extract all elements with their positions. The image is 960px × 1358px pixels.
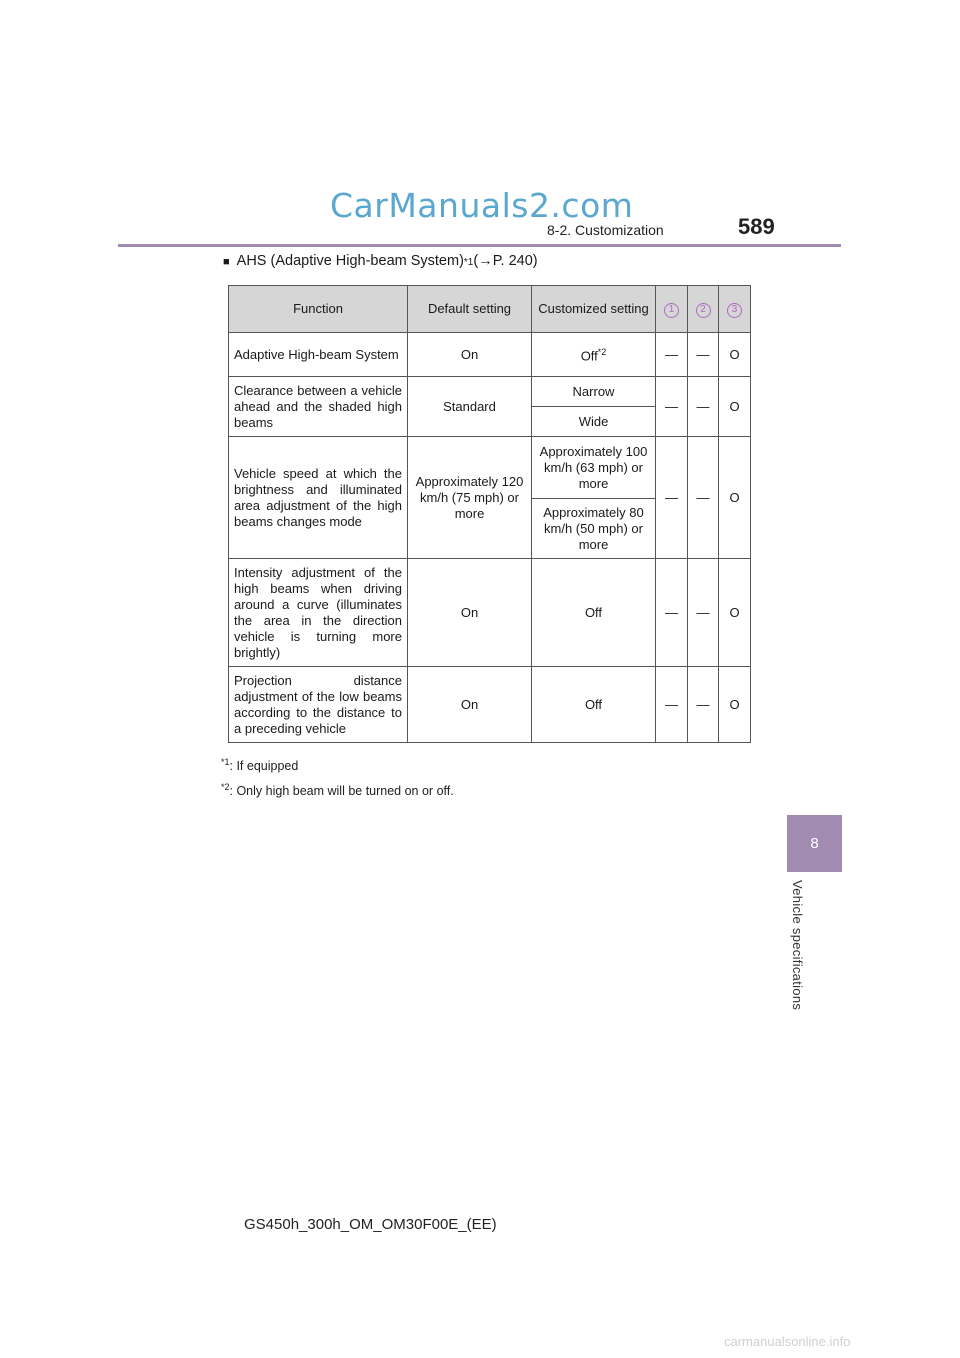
footnote-2 xyxy=(221,782,454,798)
table-row xyxy=(229,377,751,407)
default-cell: On xyxy=(408,559,532,667)
col3-cell: O xyxy=(719,667,751,743)
chapter-tab xyxy=(787,815,842,872)
footnote-1 xyxy=(221,757,298,773)
header-col3 xyxy=(719,286,751,333)
document-code: GS450h_300h_OM_OM30F00E_(EE) xyxy=(244,1216,497,1233)
function-cell: Projection distance adjustment of the low beams according to the distance to a preceding vehicle xyxy=(229,667,408,743)
chapter-label: Vehicle specifications xyxy=(790,880,805,1011)
custom-cell: Approximately 100 km/h (63 mph) or more xyxy=(532,437,656,499)
custom-cell xyxy=(532,333,656,377)
custom-value: Off xyxy=(580,348,598,364)
header-col1 xyxy=(656,286,688,333)
col1-cell: — xyxy=(656,559,688,667)
function-cell: Vehicle speed at which the brightness and illuminated area adjustment of the high beams changes mode xyxy=(229,437,408,559)
section-heading xyxy=(223,253,538,269)
col1-cell: — xyxy=(656,333,688,377)
heading-ref-open: ( xyxy=(473,253,479,269)
table-row xyxy=(229,559,751,667)
carmanuals-watermark: CarManuals2.com xyxy=(330,186,634,225)
site-watermark: carmanualsonline.info xyxy=(724,1334,851,1349)
col3-cell: O xyxy=(719,437,751,559)
col2-cell: — xyxy=(688,559,719,667)
col2-cell: — xyxy=(688,667,719,743)
circle-2-icon: 2 xyxy=(696,303,711,318)
col3-cell: O xyxy=(719,333,751,377)
default-cell: On xyxy=(408,667,532,743)
table-row xyxy=(229,437,751,499)
header-divider xyxy=(118,244,841,247)
col2-cell: — xyxy=(688,377,719,437)
custom-cell: Approximately 80 km/h (50 mph) or more xyxy=(532,499,656,559)
custom-footnote-mark: *2 xyxy=(597,347,607,358)
function-cell: Intensity adjustment of the high beams when driving around a curve (illuminates the area in the direction vehicle is turning more brightly) xyxy=(229,559,408,667)
col1-cell: — xyxy=(656,667,688,743)
circle-3-icon: 3 xyxy=(727,303,742,318)
footnote-text: : Only high beam will be turned on or off. xyxy=(229,784,454,799)
table-header-row xyxy=(229,286,751,333)
col3-cell: O xyxy=(719,377,751,437)
table-row xyxy=(229,667,751,743)
arrow-icon: → xyxy=(478,253,493,269)
header-function: Function xyxy=(229,286,408,333)
section-title: 8-2. Customization xyxy=(547,222,664,238)
custom-cell: Off xyxy=(532,667,656,743)
header-col2 xyxy=(688,286,719,333)
footnote-mark: *1 xyxy=(221,757,230,767)
custom-cell: Off xyxy=(532,559,656,667)
col3-cell: O xyxy=(719,559,751,667)
default-cell: On xyxy=(408,333,532,377)
col2-cell: — xyxy=(688,437,719,559)
custom-cell: Narrow xyxy=(532,377,656,407)
heading-text: AHS (Adaptive High-beam System) xyxy=(236,253,464,269)
footnote-text: : If equipped xyxy=(229,759,299,774)
custom-cell: Wide xyxy=(532,407,656,437)
ahs-settings-table xyxy=(228,285,751,743)
heading-page-ref: P. 240) xyxy=(492,253,538,269)
function-cell: Clearance between a vehicle ahead and the shaded high beams xyxy=(229,377,408,437)
col2-cell: — xyxy=(688,333,719,377)
col1-cell: — xyxy=(656,377,688,437)
header-customized: Customized setting xyxy=(532,286,656,333)
default-cell: Approximately 120 km/h (75 mph) or more xyxy=(408,437,532,559)
default-cell: Standard xyxy=(408,377,532,437)
circle-1-icon: 1 xyxy=(664,303,679,318)
table-row xyxy=(229,333,751,377)
page-number: 589 xyxy=(738,214,775,239)
function-cell: Adaptive High-beam System xyxy=(229,333,408,377)
heading-footnote-mark: *1 xyxy=(463,257,474,268)
col1-cell: — xyxy=(656,437,688,559)
square-bullet-icon: ■ xyxy=(223,256,230,268)
footnote-mark: *2 xyxy=(221,782,230,792)
chapter-number: 8 xyxy=(810,835,819,852)
header-default: Default setting xyxy=(408,286,532,333)
